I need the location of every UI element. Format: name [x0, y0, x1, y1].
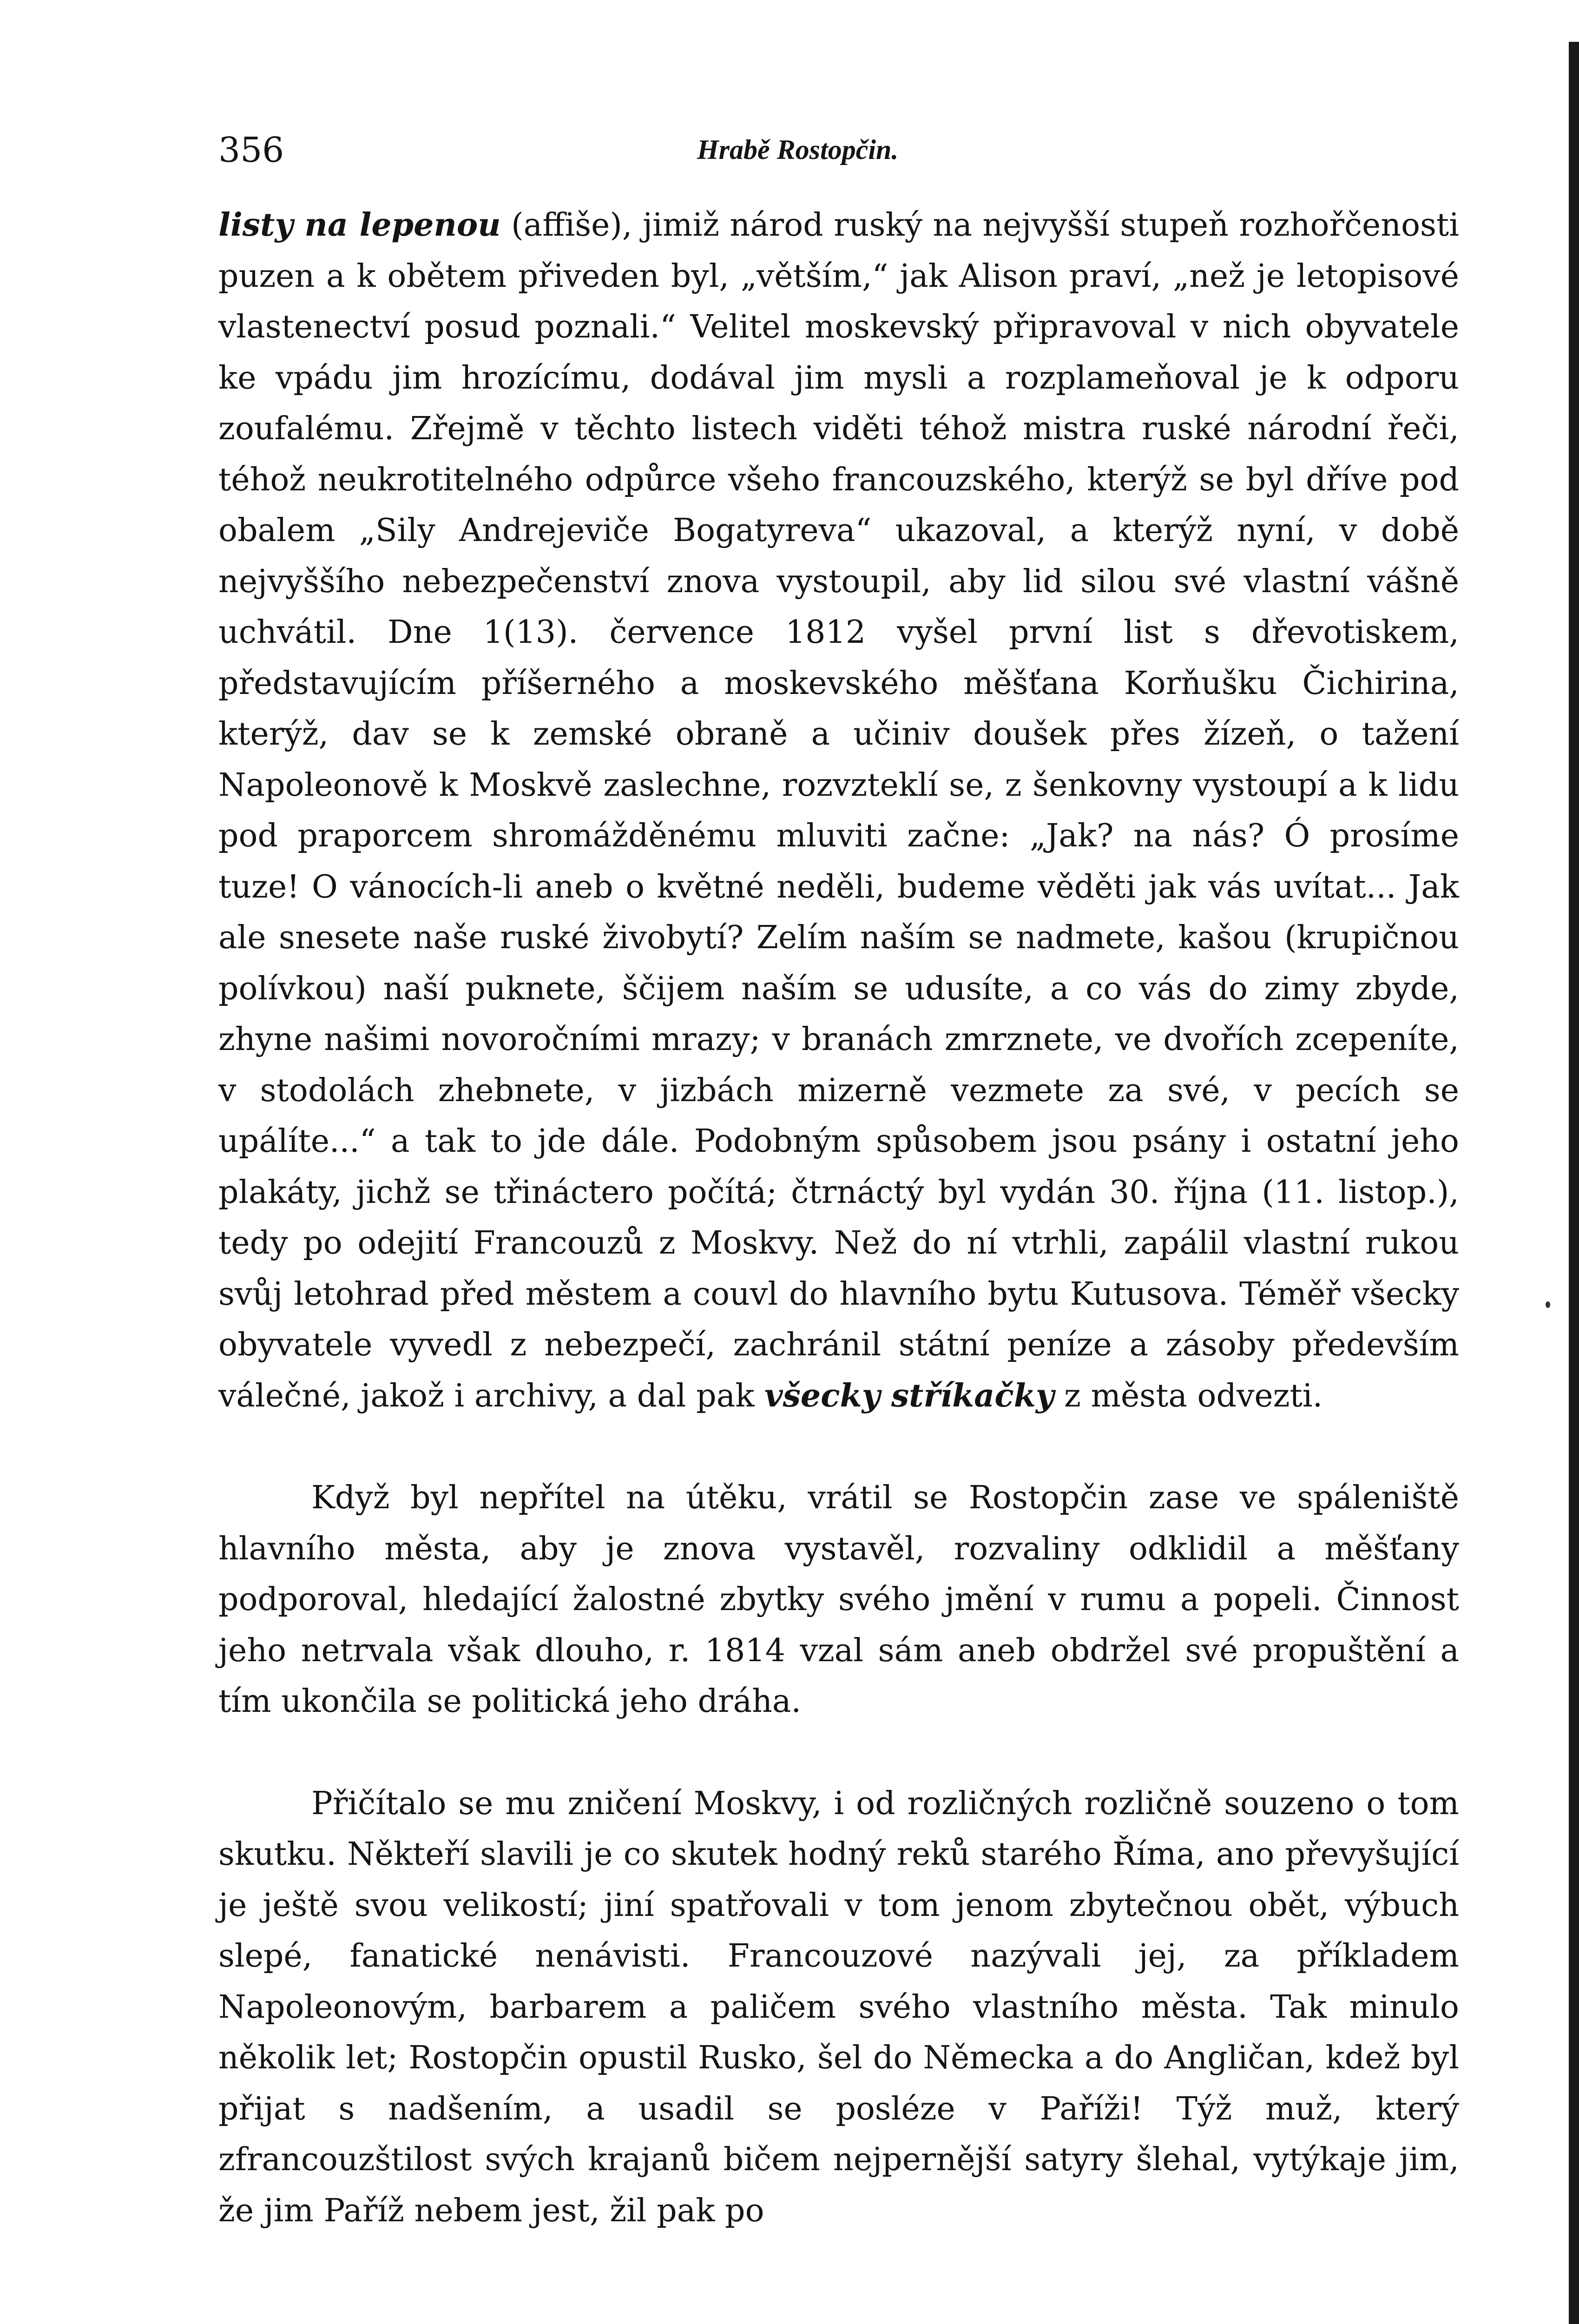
paragraph-1-text: (affiše), jimiž národ ruský na nejvyšší stupeň rozhořčenosti puzen a k obětem přiveden byl, „větším,“ jak Alison praví, „než je letopisové vlastenectví posud poznali.“ Velitel moskevský připravoval v nich obyvatele ke vpádu jim hrozícímu, dodával jim mysli a rozplameňoval je k odporu zoufalému. Zřejmě v těchto listech viděti téhož mistra ruské národní řeči, téhož neukrotitelného odpůrce všeho francouzského, kterýž se byl dříve pod obalem „Sily Andrejeviče Bogatyreva“ ukazoval, a kterýž nyní, v době nejvyššího nebezpečenství znova vystoupil, aby lid silou své vlastní vášně uchvátil. Dne 1(13). července 1812 vyšel první list s dřevotiskem, představujícím příšerného a moskevského měšťana Korňušku Čichirina, kterýž, dav se k zemské obraně a učiniv doušek přes žízeň, o tažení Napoleonově k Moskvě zaslechne, rozvzteklí se, z šenkovny vystoupí a k lidu pod praporcem shromážděnému mluviti začne: „Jak? na nás? Ó prosíme tuze! O vánocích-li aneb o květné neděli, budeme věděti jak vás uvítat... Jak ale snesete naše ruské živobytí? Zelím naším se nadmete, kašou (krupičnou polívkou) naší puknete, ščijem naším se udusíte, a co vás do zimy zbyde, zhyne našimi novoročními mrazy; v branách zmrznete, ve dvořích zcepeníte, v stodolách zhebnete, v jizbách mizerně vezmete za své, v pecích se upálíte...“ a tak to jde dále. Podobným spůsobem jsou psány i ostatní jeho plakáty, jichž se třináctero počítá; čtrnáctý byl vydán 30. října (11. listop.), tedy po odejití Francouzů z Moskvy. Než do ní vtrhli, zapálil vlastní rukou svůj letohrad před městem a couvl do hlavního bytu Kutusova. Téměř všecky obyvatele vyvedl z nebezpečí, zachránil státní peníze a zásoby především válečné, jakož i archivy, a dal pak — [218, 207, 1459, 1414]
page-number: 356 — [218, 130, 284, 170]
paragraph-gap — [218, 1727, 1459, 1778]
running-head — [218, 125, 1459, 200]
scan-speck — [1546, 1301, 1550, 1308]
paragraph-2 — [218, 1472, 1459, 1727]
scan-edge-bar — [1569, 42, 1579, 2324]
paragraph-2-text: Když byl nepřítel na útěku, vrátil se Rostopčin zase ve spáleniště hlavního města, aby je znova vystavěl, rozvaliny odklidil a měšťany podporoval, hledající žalostné zbytky svého jmění v rumu a popeli. Činnost jeho netrvala však dlouho, r. 1814 vzal sám aneb obdržel své propuštění a tím ukončila se politická jeho dráha. — [218, 1479, 1459, 1720]
book-page — [218, 125, 1459, 2236]
running-title: Hrabě Rostopčin. — [697, 134, 899, 165]
paragraph-1-ending: z města odvezti. — [1054, 1377, 1323, 1414]
emphasis-listy-na-lepenou: listy na lepenou — [218, 206, 501, 244]
paragraph-gap — [218, 1421, 1459, 1472]
emphasis-vsecky-strikacky: všecky stříkačky — [764, 1377, 1054, 1414]
paragraph-3-text: Přičítalo se mu zničení Moskvy, i od rozličných rozličně souzeno o tom skutku. Někteří slavili je co skutek hodný reků starého Říma, ano převyšující je ještě svou velikostí; jiní spatřovali v tom jenom zbytečnou obět, výbuch slepé, fanatické nenávisti. Francouzové nazývali jej, za příkladem Napoleonovým, barbarem a paličem svého vlastního města. Tak minulo několik let; Rostopčin opustil Rusko, šel do Německa a do Angličan, kdež byl přijat s nadšením, a usadil se posléze v Paříži! Týž muž, který zfrancouzštilost svých krajanů bičem nejpernější satyry šlehal, vytýkaje jim, že jim Paříž nebem jest, žil pak po — [218, 1785, 1459, 2229]
paragraph-3 — [218, 1778, 1459, 2237]
paragraph-1 — [218, 200, 1459, 1421]
